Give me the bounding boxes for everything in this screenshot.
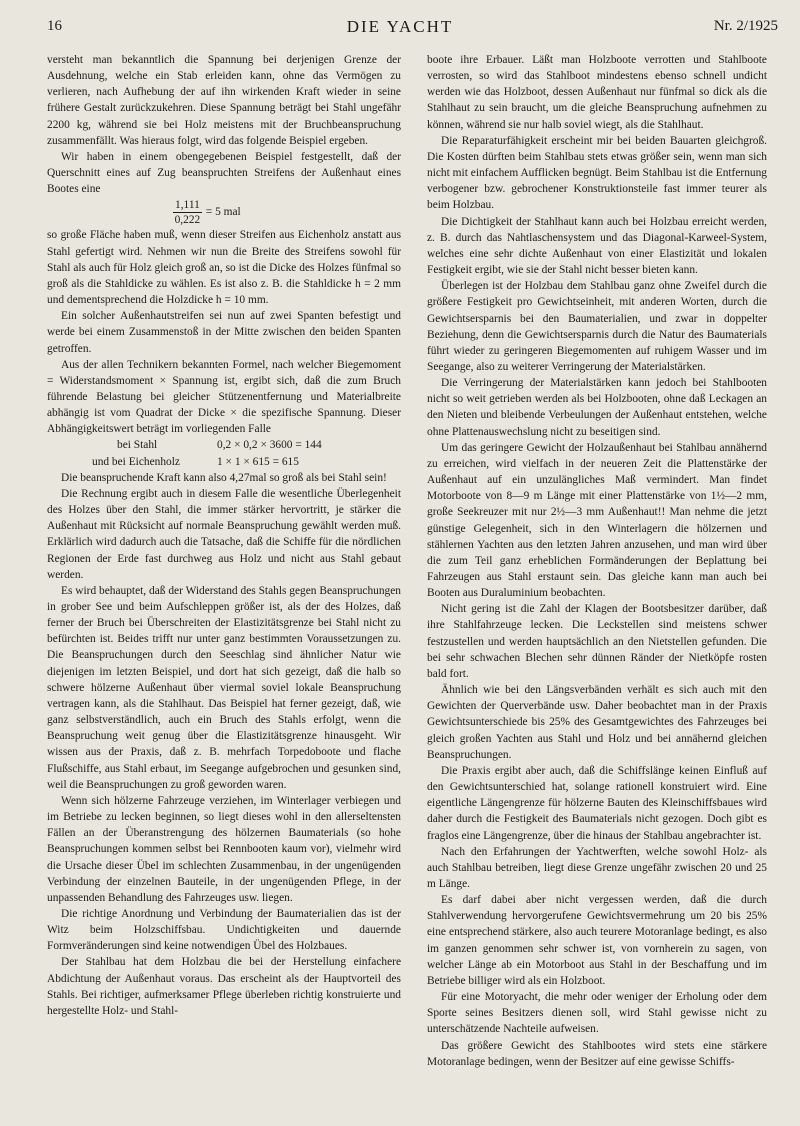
paragraph: so große Fläche haben muß, wenn dieser Streifen aus Eichenholz anstatt aus Stahl gefertigt wird. Nehmen wir nun die Breite des Streifens sowohl für Stahl als auch für Holz gleich groß an, so ist die Dicke des Holzes fünfmal so groß als die Stahldicke zu wählen. Es ist also z. B. die Stahldicke h = 2 mm und dementsprechend die Holzdicke h = 10 mm. bbox=[47, 229, 401, 307]
issue-number: Nr. 2/1925 bbox=[713, 18, 778, 34]
paragraph: Es wird behauptet, daß der Widerstand des Stahls gegen Beanspruchungen in grober See und beim Aufschleppen größer ist, als der des Holzes, daß ferner der Bruch bei Überschreiten der Elastizitätsgrenze bei Stahl nicht zu befürchten ist. Beides trifft nur unter ganz bestimmten Voraussetzungen zu. Die Beanspruchungen durch den Seeschlag sind ähnlicher Natur wie diejenigen im letzten Beispiel, und dort hat sich gezeigt, daß die halb so schwere hölzerne Außenhaut über viermal soviel lokale Beanspruchung vertragen kann, als die Stahlhaut. Das Beispiel hat ferner gezeigt, daß, wie ganz selbstverständlich, auch ein Bruch des Stahls erfolgt, wenn die Beanspruchung weit genug über die Elastizitätsgrenze hinausgeht. Wir wissen aus der Praxis, daß z. B. mehrfach Torpedoboote und flache Flußschiffe, aus Stahl erbaut, im Seegange aufgebrochen und gesunken sind, weil die Beanspruchungen zu groß geworden waren. bbox=[47, 584, 401, 791]
paragraph: Wir haben in einem obengegebenen Beispiel festgestellt, daß der Querschnitt eines auf Zug beanspruchten Streifens der Außenhaut eines Bootes eine bbox=[47, 150, 401, 196]
paragraph: versteht man bekanntlich die Spannung bei derjenigen Grenze der Ausdehnung, welche ein Stab erleiden kann, ohne das Vermögen zu verlieren, nach Aufhebung der auf ihn wirkenden Kraft wieder in seine frühere Gestalt zurückzukehren. Diese Spannung beträgt bei Stahl ungefähr 2200 kg, während sie bei Holz meistens mit der Bruchbeanspruchung zusammenfällt. Was hieraus folgt, wird das folgende Beispiel ergeben. bbox=[47, 54, 401, 147]
paragraph: Die richtige Anordnung und Verbindung der Baumaterialien das ist der Witz beim Holzschiffsbau. Undichtigkeiten und dauernde Formveränderungen sind keine notwendigen Übel des Holzbaues. bbox=[47, 907, 401, 953]
fraction-formula bbox=[47, 197, 401, 227]
paragraph: Die beanspruchende Kraft kann also 4,27mal so groß als bei Stahl sein! bbox=[61, 471, 387, 484]
paragraph: Wenn sich hölzerne Fahrzeuge verziehen, im Winterlager verbiegen und im Betriebe zu lecken beginnen, so liegt dieses wohl in den allerseltensten Fällen an der Überanstrengung des hölzernen Baumaterials (so hohe Beanspruchungen kommen selbst bei Rennbooten kaum vor), vielmehr wird die Ursache dieser Übel im schlechten Zusammenbau, in der ungenügenden Verbindung der einzelnen Bauteile, in der ungenügenden Pflege, in der unpassenden Behandlung des Fahrzeuges usw. liegen. bbox=[47, 794, 401, 904]
left-column bbox=[47, 52, 401, 1122]
paragraph: Überlegen ist der Holzbau dem Stahlbau ganz ohne Zweifel durch die größere Festigkeit pro Gewichtseinheit, mit anderen Worten, durch die Gewichtsersparnis bei den Baumaterialien, und zwar in doppelter Beziehung, denn die Gewichtsersparnis durch die Natur des Baumaterials führt wieder zu geringeren Biegemomenten auf ruhigem Wasser und im Seegange, also zu weiterer Verringerung der Materialstärken. bbox=[427, 280, 767, 373]
paragraph: Die Praxis ergibt aber auch, daß die Schiffslänge keinen Einfluß auf den Gewichtsunterschied hat, solange rationell konstruiert wird. Eine eigentliche Längengrenze für hölzerne Bauten des Kleinschiffsbaues wird daher durch die Festigkeit des Baumaterials nicht gezogen. Doch gibt es fraglos eine Längengrenze, über die hinaus der Stahlbau angebrachter ist. bbox=[427, 764, 767, 842]
paragraph: Um das geringere Gewicht der Holzaußenhaut bei Stahlbau annähernd zu erreichen, wird vielfach in der neueren Zeit die Plattenstärke der Außenhaut auf ein unzulängliches Maß vermindert. Man findet Motorboote von 8—9 m Länge mit einer Plattenstärke von 1½—2 mm, große Seekreuzer mit nur 2½—3 mm Außenhaut!! Man nehme die jetzt günstige Gelegenheit, sich in den Winterlagern die hölzernen und stählernen Yachten aus den letzten Jahren anzusehen, und man wird über die zum Teil ganz erheblichen Formänderungen der Beplattung bei Fahrzeugen aus Stahl erstaunt sein. Das gleiche kann man auch bei Booten aus Duraluminium beobachten. bbox=[427, 441, 767, 600]
paragraph: Nicht gering ist die Zahl der Klagen der Bootsbesitzer darüber, daß ihre Stahlfahrzeuge lecken. Die Leckstellen sind meistens schwer festzustellen und werden hauptsächlich an den Nietstellen gefunden. Die bei sehr schwachen Blechen sehr dünnen Ränder der Nietköpfe rosten bald fort. bbox=[427, 603, 767, 680]
paragraph: Ein solcher Außenhautstreifen sei nun auf zwei Spanten befestigt und werde bei einem Zusammenstoß in der Mitte zwischen den beiden Spanten getroffen. bbox=[47, 310, 401, 355]
page-header bbox=[0, 18, 800, 42]
formula-label: bei Stahl bbox=[117, 439, 158, 452]
paragraph: Die Rechnung ergibt auch in diesem Falle die wesentliche Überlegenheit des Holzes über den Stahl, die immer stärker hervortritt, je stärker die Außenhaut mit Rücksicht auf normale Beanspruchung gewählt werden muß. Erklärlich wird dadurch auch die Tatsache, daß die Schiffe für die nördlichen Regionen der Erde fast durchweg aus Holz und nicht aus Stahl gebaut werden. bbox=[47, 487, 401, 581]
right-column bbox=[427, 52, 767, 1122]
paragraph: Der Stahlbau hat dem Holzbau die bei der Herstellung einfachere Abdichtung der Außenhaut voraus. Das erscheint als der Hauptvorteil des Stahls. Bei richtiger, aufmerksamer Pflege überleben richtig konstruierte und hergestellte Holz- und Stahl- bbox=[47, 956, 401, 1017]
fraction-numerator: 1,111 bbox=[175, 198, 200, 211]
formula-line-oak bbox=[47, 454, 401, 470]
fraction-result: = 5 mal bbox=[205, 206, 241, 219]
paragraph: Das größere Gewicht des Stahlbootes wird stets eine stärkere Motoranlage bedingen, wenn der Besitzer auf eine gewisse Schiffs- bbox=[427, 1039, 767, 1068]
paragraph: Die Verringerung der Materialstärken kann jedoch bei Stahlbooten nicht so weit getrieben werden als bei Holzbooten, ohne daß Leckagen an den Nieten und bleibende Verbeulungen der Außenhaut entstehen, welche ohne Plattenauswechslung nicht zu beseitigen sind. bbox=[427, 377, 767, 438]
paragraph: boote ihre Erbauer. Läßt man Holzboote verrotten und Stahlboote verrosten, so wird das Stahlboot mindestens ebenso schnell undicht werden wie das Holzboot, dessen Außenhaut nur fünfmal so dick als die Stahlhaut zu sein braucht, um die gleiche Beanspruchung aufnehmen zu können, während sie nur halb soviel wiegt, als die Stahlhaut. bbox=[427, 54, 767, 131]
formula-value: 1 × 1 × 615 = 615 bbox=[217, 455, 299, 468]
paragraph: Es darf dabei aber nicht vergessen werden, daß die durch Stahlverwendung hervorgerufene Gewichtsvermehrung um 20 bis 25% eine entsprechend stärkere, also auch teurere Motoranlage bedingt, es also im ganzen genommen sehr schwer ist, von vornherein zu sagen, von welcher Länge ab ein Motorboot aus Stahl in der Beschaffung und im Betriebe billiger wird als ein Holzboot. bbox=[427, 894, 767, 987]
paragraph: Ähnlich wie bei den Längsverbänden verhält es sich auch mit den Gewichten der Querverbände usw. Daher beobachtet man in der Praxis Gewichtsunterschiede bis 25% des Gesamtgewichtes des Fahrzeuges bei gleich großen Yachten aus Stahl und Holz und bei annähernd gleichen Beanspruchungen. bbox=[427, 684, 767, 761]
paragraph: Nach den Erfahrungen der Yachtwerften, welche sowohl Holz- als auch Stahlbau betreiben, liegt diese Grenze ungefähr zwischen 20 und 25 m Länge. bbox=[427, 845, 767, 890]
paragraph: Die Dichtigkeit der Stahlhaut kann auch bei Holzbau erreicht werden, z. B. durch das Nahtlaschensystem und das Diagonal-Karweel-System, welches eine sehr dichte Außenhaut von einer Elastizität und lokalen Festigkeit ergibt, wie sie der Stahl nicht besser bieten kann. bbox=[427, 215, 767, 277]
magazine-title: DIE YACHT bbox=[346, 17, 454, 36]
formula-label: und bei Eichenholz bbox=[92, 455, 180, 468]
page-number: 16 bbox=[47, 18, 62, 34]
paragraph: Die Reparaturfähigkeit erscheint mir bei beiden Bauarten gleichgroß. Die Kosten dürften beim Stahlbau stets etwas größer sein, wenn man sich nicht mit einfachem Aufflicken begnügt. Beim Stahlbau ist die Entfernung verbogener bzw. gebrochener Konstruktionsteile fast immer teurer als beim Holzbau. bbox=[427, 134, 767, 212]
paragraph: Aus der allen Technikern bekannten Formel, nach welcher Biegemoment = Widerstandsmoment × Spannung ist, ergibt sich, daß die zum Bruch führende Belastung bei gleicher Stützenentfernung und Materialbreite abhängig ist vom Quadrat der Dicke × die spezifische Spannung. Dieser Abhängigkeitswert beträgt im vorliegenden Falle bbox=[47, 358, 401, 436]
paragraph: Für eine Motoryacht, die mehr oder weniger der Erholung oder dem Sporte seines Besitzers dienen soll, wird Stahl gewisse nicht zu unterschätzende Nachteile aufweisen. bbox=[427, 991, 767, 1036]
fraction-denominator: 0,222 bbox=[174, 213, 201, 226]
formula-value: 0,2 × 0,2 × 3600 = 144 bbox=[217, 439, 322, 452]
formula-line-steel bbox=[47, 437, 401, 453]
